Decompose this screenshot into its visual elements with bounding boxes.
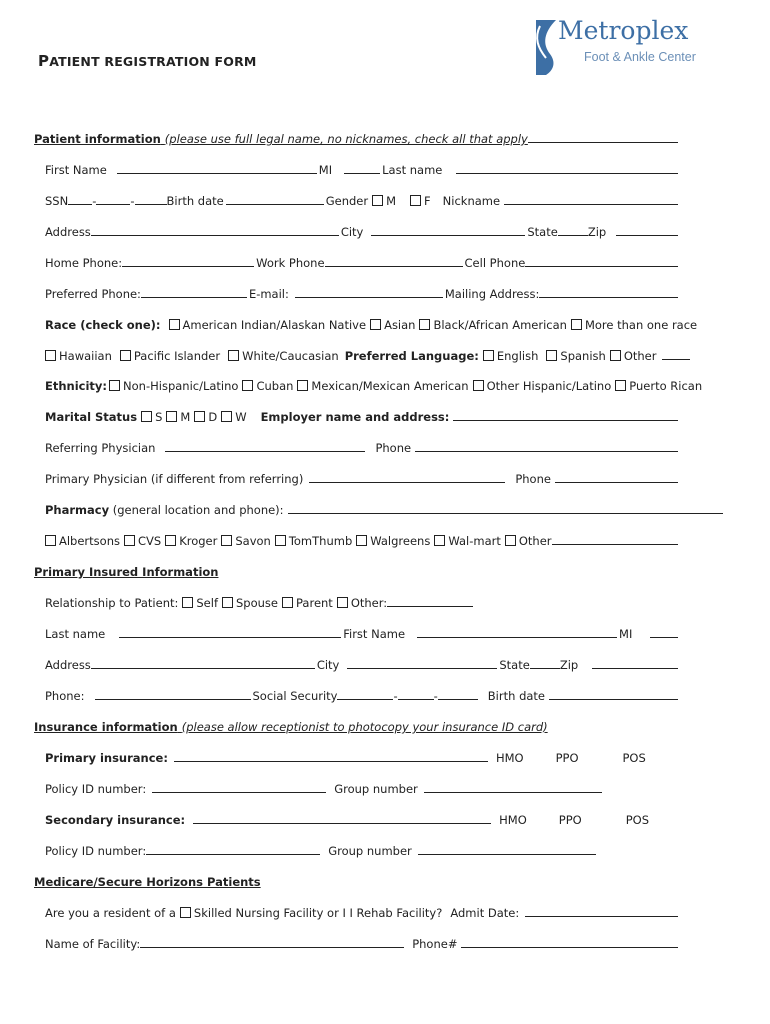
policy-id-row: Policy ID number: Group number — [45, 776, 680, 796]
employer-field[interactable] — [453, 420, 678, 421]
state-field[interactable] — [558, 234, 588, 236]
insured-mi-field[interactable] — [650, 637, 678, 638]
insured-birth-date-field[interactable] — [549, 699, 678, 700]
ssn-field-3[interactable] — [135, 203, 167, 205]
ssn-row: SSN - - Birth date Gender M F Nickname — [45, 188, 680, 208]
race-row: Race (check one): American Indian/Alaskan Native Asian Black/African American More than one race — [45, 318, 698, 332]
ethnicity-row: Ethnicity: Non-Hispanic/Latino Cuban Mexican/Mexican American Other Hispanic/Latino Puerto Rican — [45, 379, 703, 393]
pharmacy-field[interactable] — [288, 513, 723, 514]
email-field[interactable] — [295, 296, 443, 298]
referring-physician-row: Referring Physician Phone — [45, 435, 680, 455]
relationship-spouse-checkbox[interactable] — [222, 597, 233, 608]
insured-state-field[interactable] — [530, 667, 560, 669]
referring-physician-field[interactable] — [165, 450, 365, 452]
pharmacy-checkbox-2[interactable] — [124, 535, 135, 546]
primary-insurance-row: Primary insurance: HMO PPO POS — [45, 751, 646, 765]
last-name-field[interactable] — [456, 173, 678, 174]
relationship-parent-checkbox[interactable] — [282, 597, 293, 608]
pharmacy-row: Pharmacy (general location and phone): — [45, 497, 725, 517]
mailing-address-field[interactable] — [539, 297, 678, 298]
language-english-checkbox[interactable] — [483, 350, 494, 361]
ethnicity-checkbox-2[interactable] — [242, 380, 253, 391]
insured-first-name-field[interactable] — [417, 636, 617, 638]
primary-insurance-field[interactable] — [174, 760, 488, 762]
company-logo — [534, 16, 704, 78]
relationship-other-checkbox[interactable] — [337, 597, 348, 608]
cell-phone-field[interactable] — [525, 266, 678, 267]
marital-w-checkbox[interactable] — [221, 411, 232, 422]
ssn-field-2[interactable] — [96, 203, 130, 205]
name-row: First Name MI Last name — [45, 157, 680, 177]
city-field[interactable] — [371, 234, 525, 236]
insured-ssn-field-3[interactable] — [438, 698, 478, 700]
primary-physician-row: Primary Physician (if different from referring) Phone — [45, 466, 680, 486]
insured-name-row: Last name First Name MI — [45, 621, 680, 641]
policy-id-row-2: Policy ID number: Group number — [45, 838, 680, 858]
pharmacy-checkbox-5[interactable] — [275, 535, 286, 546]
contact-row: Preferred Phone: E-mail: Mailing Address: — [45, 281, 680, 301]
race-checkbox-2[interactable] — [370, 319, 381, 330]
language-other-field[interactable] — [662, 358, 690, 360]
address-field[interactable] — [91, 234, 339, 236]
marital-row: Marital Status S M D W Employer name and address: — [45, 404, 680, 424]
primary-phone-field[interactable] — [555, 482, 678, 483]
group-number-field[interactable] — [424, 791, 602, 793]
patient-info-heading: Patient information (please use full legal name, no nicknames, check all that apply — [34, 126, 680, 146]
resident-checkbox[interactable] — [180, 907, 191, 918]
nickname-field[interactable] — [504, 204, 678, 205]
ethnicity-checkbox-3[interactable] — [297, 380, 308, 391]
relationship-other-field[interactable] — [387, 605, 473, 607]
relationship-self-checkbox[interactable] — [182, 597, 193, 608]
gender-f-checkbox[interactable] — [410, 195, 421, 206]
logo-swoosh-icon — [534, 18, 558, 76]
referring-phone-field[interactable] — [415, 451, 678, 452]
pharmacy-options-row: Albertsons CVS Kroger Savon TomThumb Walgreens Wal-mart Other — [45, 528, 680, 548]
pharmacy-checkbox-1[interactable] — [45, 535, 56, 546]
ethnicity-checkbox-5[interactable] — [615, 380, 626, 391]
relationship-row: Relationship to Patient: Self Spouse Parent Other: — [45, 590, 680, 610]
marital-m-checkbox[interactable] — [166, 411, 177, 422]
phones-row: Home Phone: Work Phone Cell Phone — [45, 250, 680, 270]
insured-phone-field[interactable] — [95, 698, 251, 700]
marital-d-checkbox[interactable] — [194, 411, 205, 422]
mi-field[interactable] — [344, 172, 380, 174]
medicare-heading: Medicare/Secure Horizons Patients — [34, 875, 261, 889]
race-checkbox-5[interactable] — [45, 350, 56, 361]
policy-id-field-2[interactable] — [146, 853, 320, 855]
birth-date-field[interactable] — [226, 203, 324, 205]
facility-name-field[interactable] — [140, 946, 404, 948]
insured-ssn-field-1[interactable] — [337, 698, 393, 700]
first-name-field[interactable] — [117, 172, 317, 174]
zip-field[interactable] — [616, 235, 678, 236]
secondary-insurance-field[interactable] — [193, 822, 491, 824]
insured-last-name-field[interactable] — [119, 636, 341, 638]
page-title: PATIENT REGISTRATION FORM — [38, 52, 257, 70]
gender-m-checkbox[interactable] — [372, 195, 383, 206]
logo-subtitle: Foot & Ankle Center — [584, 50, 696, 64]
primary-insured-heading: Primary Insured Information — [34, 565, 219, 579]
insured-address-row: Address City State Zip — [45, 652, 680, 672]
work-phone-field[interactable] — [325, 265, 463, 267]
race-checkbox-1[interactable] — [169, 319, 180, 330]
pharmacy-other-field[interactable] — [552, 544, 678, 545]
pharmacy-checkbox-7[interactable] — [434, 535, 445, 546]
insured-phone-row: Phone: Social Security - - Birth date — [45, 683, 680, 703]
insurance-info-heading: Insurance information (please allow receptionist to photocopy your insurance ID card) — [34, 720, 548, 734]
resident-row: Are you a resident of a Skilled Nursing Facility or I I Rehab Facility? Admit Date: — [45, 900, 680, 920]
preferred-phone-field[interactable] — [141, 296, 247, 298]
ssn-field-1[interactable] — [68, 203, 92, 205]
race-language-row: Hawaiian Pacific Islander White/Caucasian Preferred Language: English Spanish Other — [45, 343, 725, 363]
insured-ssn-field-2[interactable] — [398, 698, 434, 700]
marital-s-checkbox[interactable] — [141, 411, 152, 422]
language-spanish-checkbox[interactable] — [546, 350, 557, 361]
group-number-field-2[interactable] — [418, 853, 596, 855]
race-checkbox-7[interactable] — [228, 350, 239, 361]
race-checkbox-6[interactable] — [120, 350, 131, 361]
pharmacy-checkbox-6[interactable] — [356, 535, 367, 546]
ethnicity-checkbox-1[interactable] — [109, 380, 120, 391]
insured-zip-field[interactable] — [592, 668, 678, 669]
pharmacy-checkbox-3[interactable] — [165, 535, 176, 546]
facility-row: Name of Facility: Phone# — [45, 931, 680, 951]
pharmacy-checkbox-8[interactable] — [505, 535, 516, 546]
pharmacy-checkbox-4[interactable] — [221, 535, 232, 546]
ethnicity-checkbox-4[interactable] — [473, 380, 484, 391]
race-checkbox-3[interactable] — [419, 319, 430, 330]
secondary-insurance-row: Secondary insurance: HMO PPO POS — [45, 813, 649, 827]
race-checkbox-4[interactable] — [571, 319, 582, 330]
admit-date-field[interactable] — [525, 916, 678, 917]
insured-city-field[interactable] — [347, 667, 497, 669]
insured-address-field[interactable] — [91, 667, 315, 669]
language-other-checkbox[interactable] — [610, 350, 621, 361]
policy-id-field[interactable] — [152, 791, 326, 793]
home-phone-field[interactable] — [122, 265, 254, 267]
facility-phone-field[interactable] — [461, 947, 678, 948]
primary-physician-field[interactable] — [309, 481, 505, 483]
address-row: Address City State Zip — [45, 219, 680, 239]
logo-wordmark: Metroplex — [558, 16, 689, 45]
